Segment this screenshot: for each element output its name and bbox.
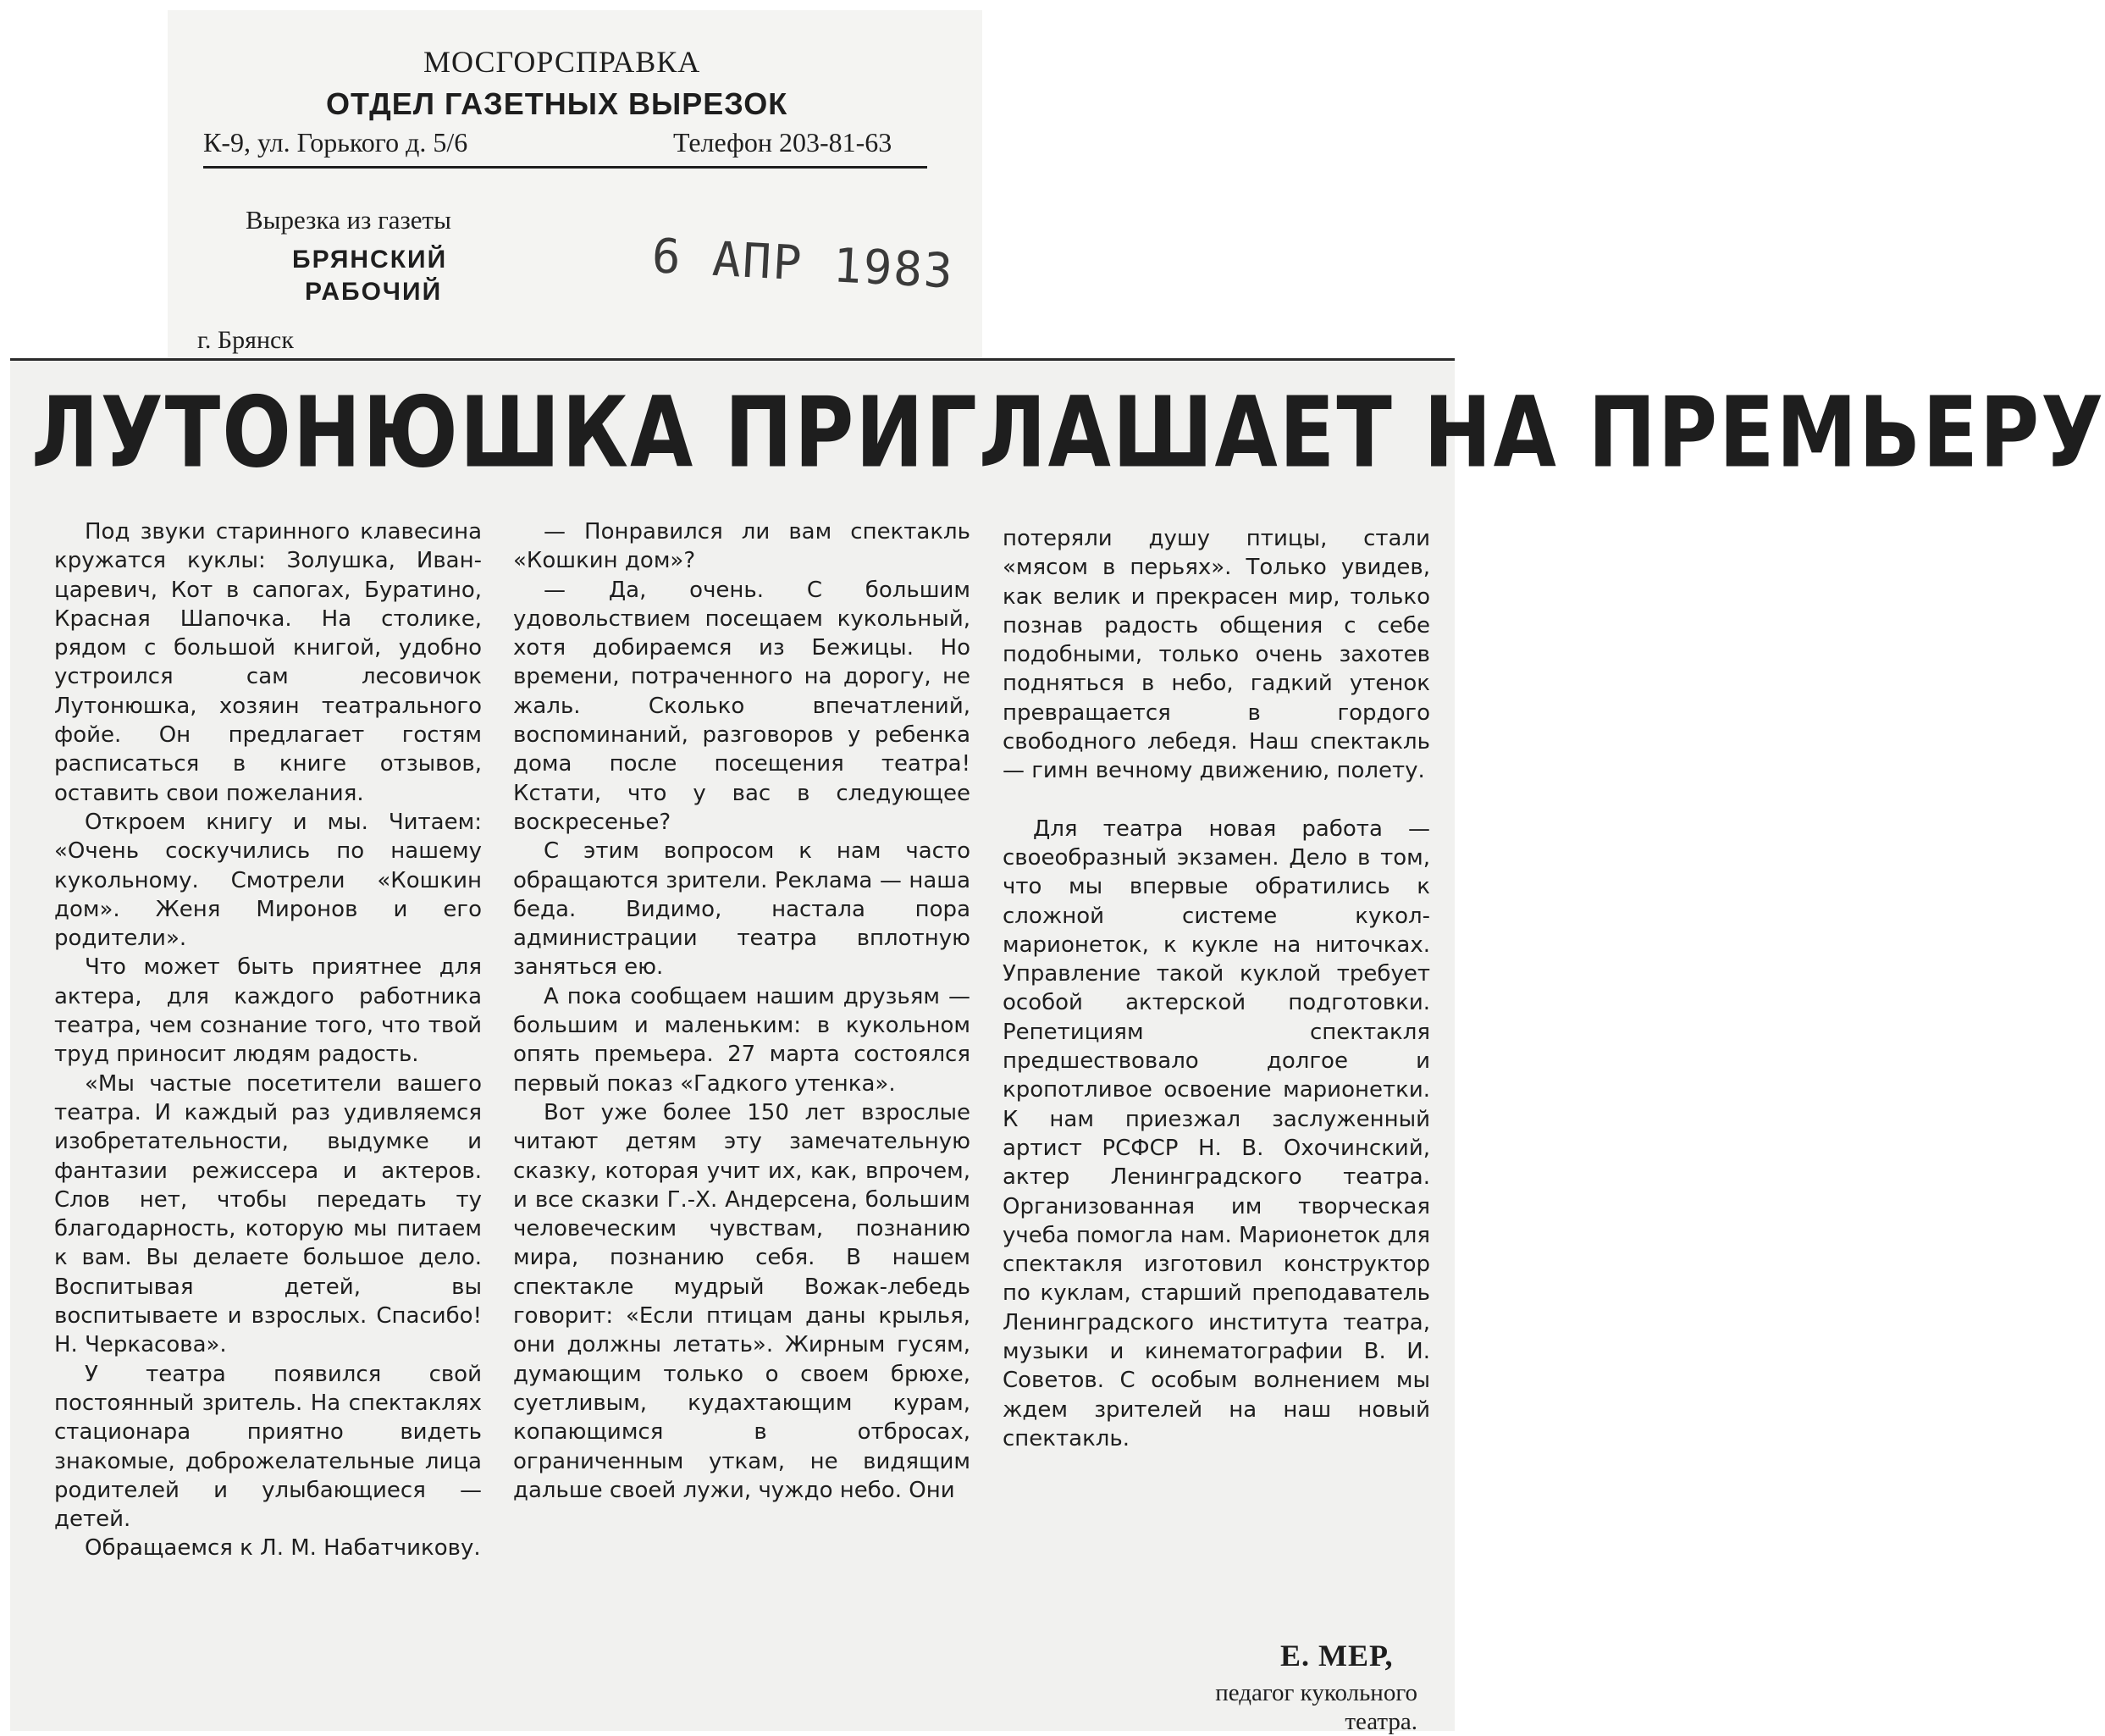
article-column-2 (513, 517, 970, 1505)
date-stamp: 6 АПР 1983 (650, 229, 956, 300)
paragraph: — Понравился ли вам спектакль «Кошкин дом»? (513, 519, 970, 574)
paragraph: Под звуки старинного клавесина кружатся куклы: Золушка, Иван-царевич, Кот в сапогах, Буратино, Красная Шапочка. На столике, рядом с большой книгой, удобно устроился сам лесовичок Лутонюшка, хозяин театрального фойе. Он предлагает гостям расписаться в книге отзывов, оставить свои пожелания. (54, 519, 482, 806)
article-column-3 (1003, 524, 1430, 1453)
paragraph: С этим вопросом к нам часто обращаются зрители. Реклама — наша беда. Видимо, настала пора администрации театра вплотную заняться ею. (513, 838, 970, 981)
stamp-organization: МОСГОРСПРАВКА (423, 45, 701, 79)
paragraph: Для театра новая работа — своеобразный экзамен. Дело в том, что мы впервые обратились к сложной системе кукол-марионеток, к кукле на ниточках. Управление такой куклой требует особой актерской подготовки. Репетициям спектакля предшествовало долгое и кропотливое освоение марионетки. К нам приезжал заслуженный артист РСФСР Н. В. Охочинский, актер Ленинградского театра. Организованная им творческая учеба помогла нам. Марионеток для спектакля изготовил конструктор по куклам, старший преподаватель Ленинградского института театра, музыки и кинематографии В. И. Советов. С особым волнением мы ждем зрителей на наш новый спектакль. (1003, 815, 1430, 1451)
paragraph: Вот уже более 150 лет взрослые читают детям эту замечательную сказку, которая учит их, как, впрочем, и все сказки Г.-Х. Андерсена, большим человеческим чувствам, познанию мира, познанию себя. В нашем спектакле мудрый Вожак-лебедь говорит: «Если птицам даны крылья, они должны летать». Жирным гусям, думающим только о своем брюхе, суетливым, кудахтающим курам, копающимся в отбросах, ограниченным уткам, не видящим дальше своей лужи, чуждо небо. Они (513, 1099, 970, 1503)
stamp-department: ОТДЕЛ ГАЗЕТНЫХ ВЫРЕЗОК (326, 86, 788, 121)
paragraph: Что может быть приятнее для актера, для каждого работника театра, чем сознание того, что твой труд приносит людям радость. (54, 954, 482, 1068)
article-headline: ЛУТОНЮШКА ПРИГЛАШАЕТ НА ПРЕМЬЕРУ (31, 375, 2105, 490)
stamp-address: К-9, ул. Горького д. 5/6 (203, 127, 468, 158)
paragraph: — Да, очень. С большим удовольствием посещаем кукольный, хотя добираемся из Бежицы. Но времени, потраченного на дорогу, не жаль. Сколько впечатлений, воспоминаний, разговоров у ребенка дома после посещения театра! Кстати, что у вас в следующее воскресенье? (513, 577, 970, 835)
paragraph: А пока сообщаем нашим друзьям — большим и маленьким: в кукольном опять премьера. 27 марта состоялся первый показ «Гадкого утенка». (513, 983, 970, 1097)
newspaper-clipping (10, 358, 2105, 1735)
stamp-divider (203, 166, 927, 169)
author-name: Е. МЕР, (1280, 1639, 1394, 1672)
author-role-line: театра. (1345, 1708, 1417, 1735)
article-column-1 (54, 517, 482, 1563)
paragraph: потеряли душу птицы, стали «мясом в перьях». Только увидев, как велик и прекрасен мир, только познав радость общения с себе подобными, только очень захотев подняться в небо, гадкий утенок превращается в гордого свободного лебедя. Наш спектакль — гимн вечному движению, полету. (1003, 526, 1430, 784)
paragraph: «Мы частые посетители вашего театра. И каждый раз удивляемся изобретательности, выдумке и фантазии режиссера и актеров. Слов нет, чтобы передать ту благодарность, которую мы питаем к вам. Вы делаете большое дело. Воспитывая детей, вы воспитываете и взрослых. Спасибо! Н. Черкасова». (54, 1070, 482, 1358)
stamp-clipping-label: Вырезка из газеты (246, 205, 451, 235)
stamp-newspaper-name-line1: БРЯНСКИЙ (292, 246, 448, 274)
paragraph: Обращаемся к Л. М. Набатчикову. (85, 1535, 481, 1562)
paragraph: Откроем книгу и мы. Читаем: «Очень соскучились по нашему кукольному. Смотрели «Кошкин дом». Женя Миронов и его родители». (54, 809, 482, 952)
author-role-line: педагог кукольного (1215, 1679, 1417, 1706)
stamp-phone: Телефон 203-81-63 (673, 127, 892, 158)
paragraph: У театра появился свой постоянный зритель. На спектаклях стационара приятно видеть знакомые, доброжелательные лица родителей и улыбающиеся — детей. (54, 1361, 482, 1533)
stamp-city: г. Брянск (197, 326, 294, 354)
author-role (1119, 1678, 1417, 1736)
stamp-newspaper-name-line2: РАБОЧИЙ (305, 278, 443, 306)
